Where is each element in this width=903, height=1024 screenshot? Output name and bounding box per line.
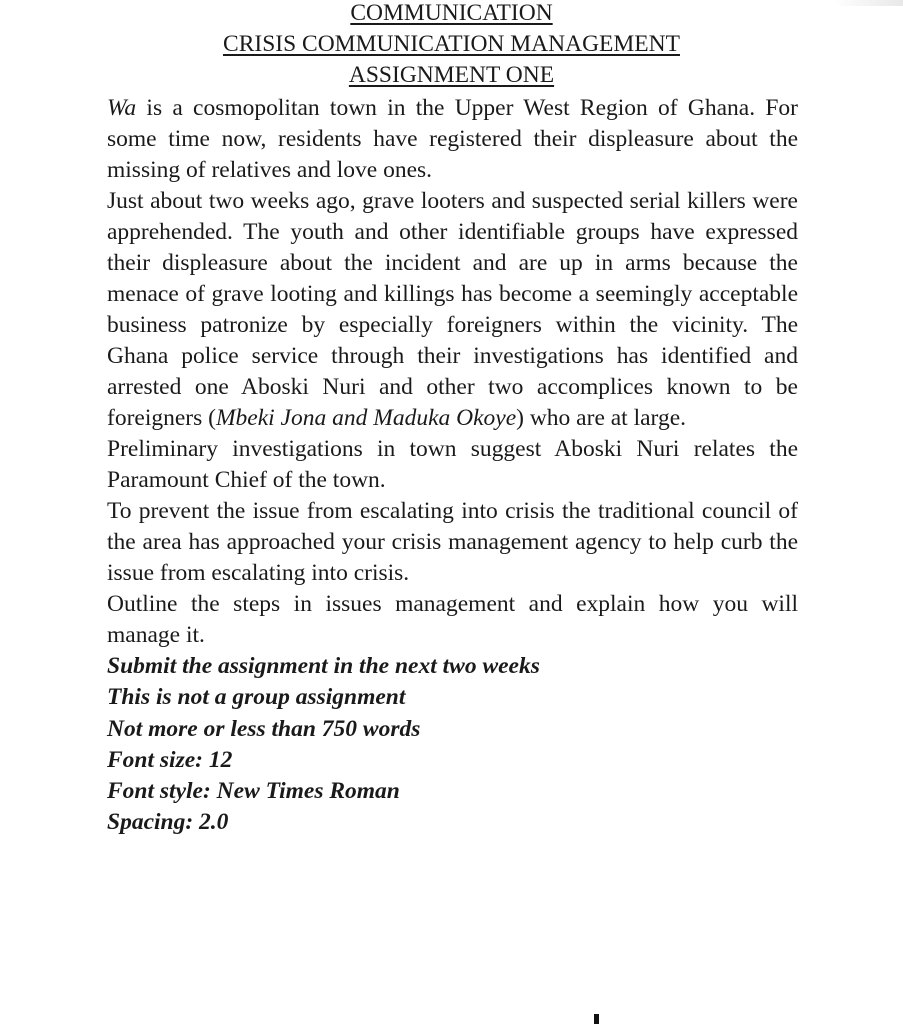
town-name: Wa bbox=[107, 95, 137, 121]
paragraph-task: Outline the steps in issues management and explain how you will manage it. bbox=[107, 591, 798, 648]
paragraph-intro: Wa is a cosmopolitan town in the Upper West Region of Ghana. For some time now, residents have registered their displeasure about the missing of relatives and love ones. bbox=[107, 95, 798, 183]
course-title: COMMUNICATION bbox=[350, 0, 553, 26]
instruction-deadline: Submit the assignment in the next two weeks bbox=[107, 653, 540, 679]
scroll-cursor-mark bbox=[594, 1014, 599, 1024]
paragraph-investigation: Preliminary investigations in town suggest Aboski Nuri relates the Paramount Chief of the town. bbox=[107, 436, 798, 493]
accomplice-names: Mbeki Jona and Maduka Okoye bbox=[215, 405, 517, 431]
instruction-individual: This is not a group assignment bbox=[107, 684, 406, 711]
instruction-spacing: Spacing: 2.0 bbox=[107, 809, 229, 836]
instruction-font-size: Font size: 12 bbox=[107, 746, 233, 773]
instruction-word-count: Not more or less than 750 words bbox=[107, 715, 421, 742]
assignment-body bbox=[107, 93, 798, 839]
course-subtitle: CRISIS COMMUNICATION MANAGEMENT bbox=[223, 31, 680, 57]
assignment-title: ASSIGNMENT ONE bbox=[348, 62, 555, 88]
paragraph-request: To prevent the issue from escalating into crisis the traditional council of the area has approached your crisis management agency to help curb the issue from escalating into crisis. bbox=[107, 498, 798, 586]
instruction-font-style: Font style: New Times Roman bbox=[107, 778, 400, 805]
document-header bbox=[0, 0, 903, 91]
instructions-list bbox=[107, 651, 798, 839]
paragraph-incident: Just about two weeks ago, grave looters and suspected serial killers were apprehended. The youth and other identifiable groups have expressed their displeasure about the incident and are up in arms because the menace of grave looting and killings has become a seemingly acceptable business patronize by especially foreigners within the vicinity. The Ghana police service through their investigations has identified and arrested one Aboski Nuri and other two accomplices known to be foreigners (Mbeki Jona and Maduka Okoye) who are at large. bbox=[107, 188, 798, 431]
